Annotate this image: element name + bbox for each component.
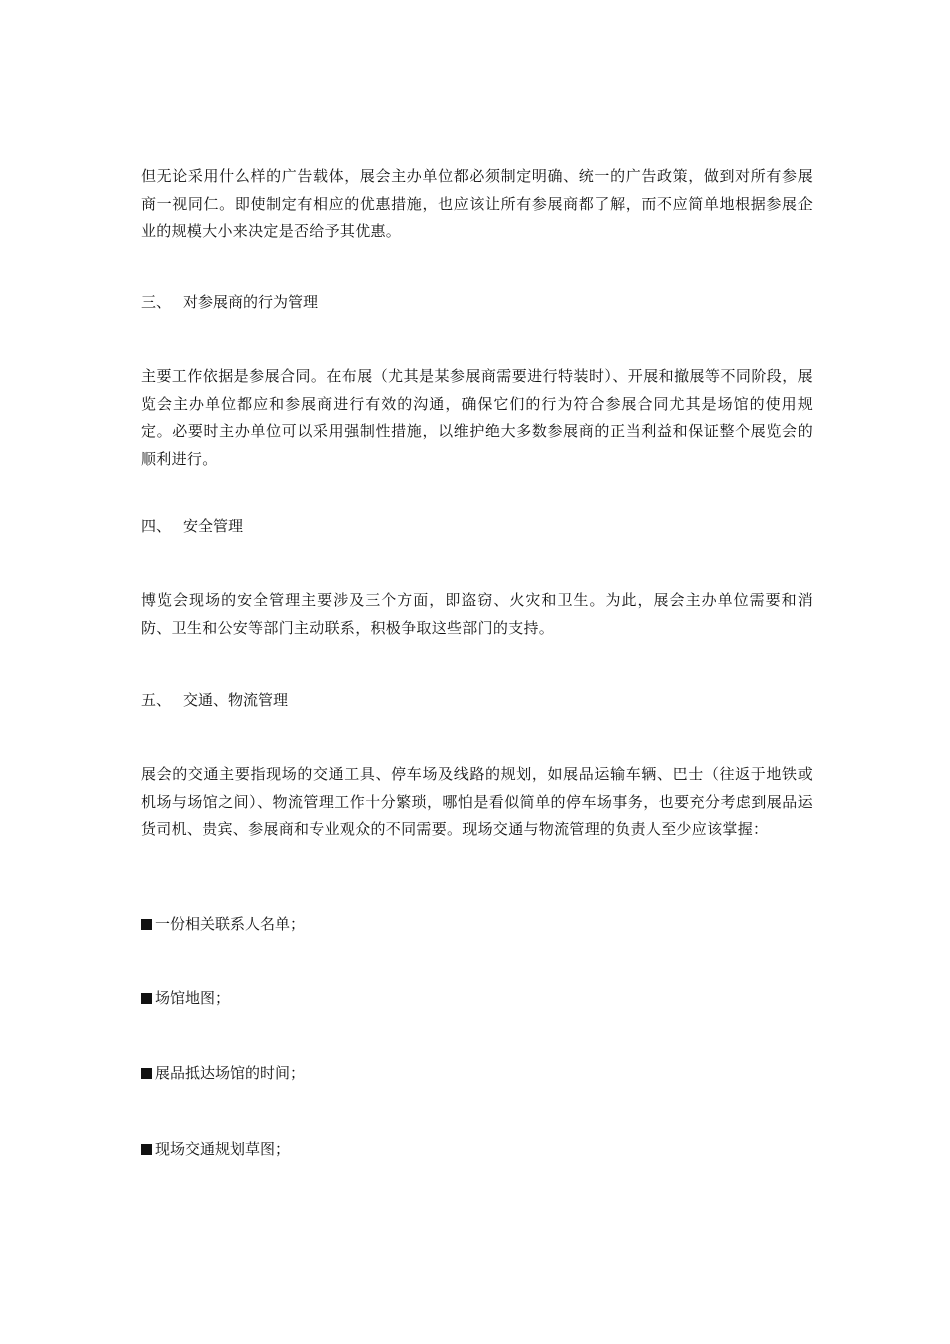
section-3-body: 主要工作依据是参展合同。在布展（尤其是某参展商需要进行特装时）、开展和撤展等不同阶段，展览会主办单位都应和参展商进行有效的沟通，确保它们的行为符合参展合同尤其是场馆的使用规定。必要时主办单位可以采用强制性措施，以维护绝大多数参展商的正当利益和保证整个展览会的顺利进行。 (141, 367, 813, 468)
list-item: 一份相关联系人名单； (141, 912, 305, 936)
list-item: 展品抵达场馆的时间； (141, 1061, 305, 1085)
square-bullet-icon (141, 919, 152, 930)
section-3-title: 对参展商的行为管理 (183, 293, 319, 311)
section-4-title: 安全管理 (183, 517, 244, 535)
section-5-heading (141, 688, 288, 712)
section-4-body: 博览会现场的安全管理主要涉及三个方面，即盗窃、火灾和卫生。为此，展会主办单位需要和消防、卫生和公安等部门主动联系，积极争取这些部门的支持。 (141, 591, 813, 637)
square-bullet-icon (141, 993, 152, 1004)
section-5-number: 五、 (141, 691, 172, 709)
section-4-number: 四、 (141, 517, 172, 535)
section-3-number: 三、 (141, 293, 172, 311)
list-item: 现场交通规划草图； (141, 1137, 290, 1161)
list-item: 场馆地图； (141, 986, 230, 1010)
square-bullet-icon (141, 1144, 152, 1155)
section-4-heading (141, 514, 243, 538)
section-3-heading (141, 290, 318, 314)
square-bullet-icon (141, 1068, 152, 1079)
section-5-body: 展会的交通主要指现场的交通工具、停车场及线路的规划，如展品运输车辆、巴士（往返于地铁或机场与场馆之间）、物流管理工作十分繁琐，哪怕是看似简单的停车场事务，也要充分考虑到展品运货司机、贵宾、参展商和专业观众的不同需要。现场交通与物流管理的负责人至少应该掌握： (141, 765, 813, 838)
paragraph-advertising-policy: 但无论采用什么样的广告载体，展会主办单位都必须制定明确、统一的广告政策，做到对所有参展商一视同仁。即使制定有相应的优惠措施，也应该让所有参展商都了解，而不应简单地根据参展企业的规模大小来决定是否给予其优惠。 (141, 167, 813, 240)
section-5-title: 交通、物流管理 (183, 691, 289, 709)
